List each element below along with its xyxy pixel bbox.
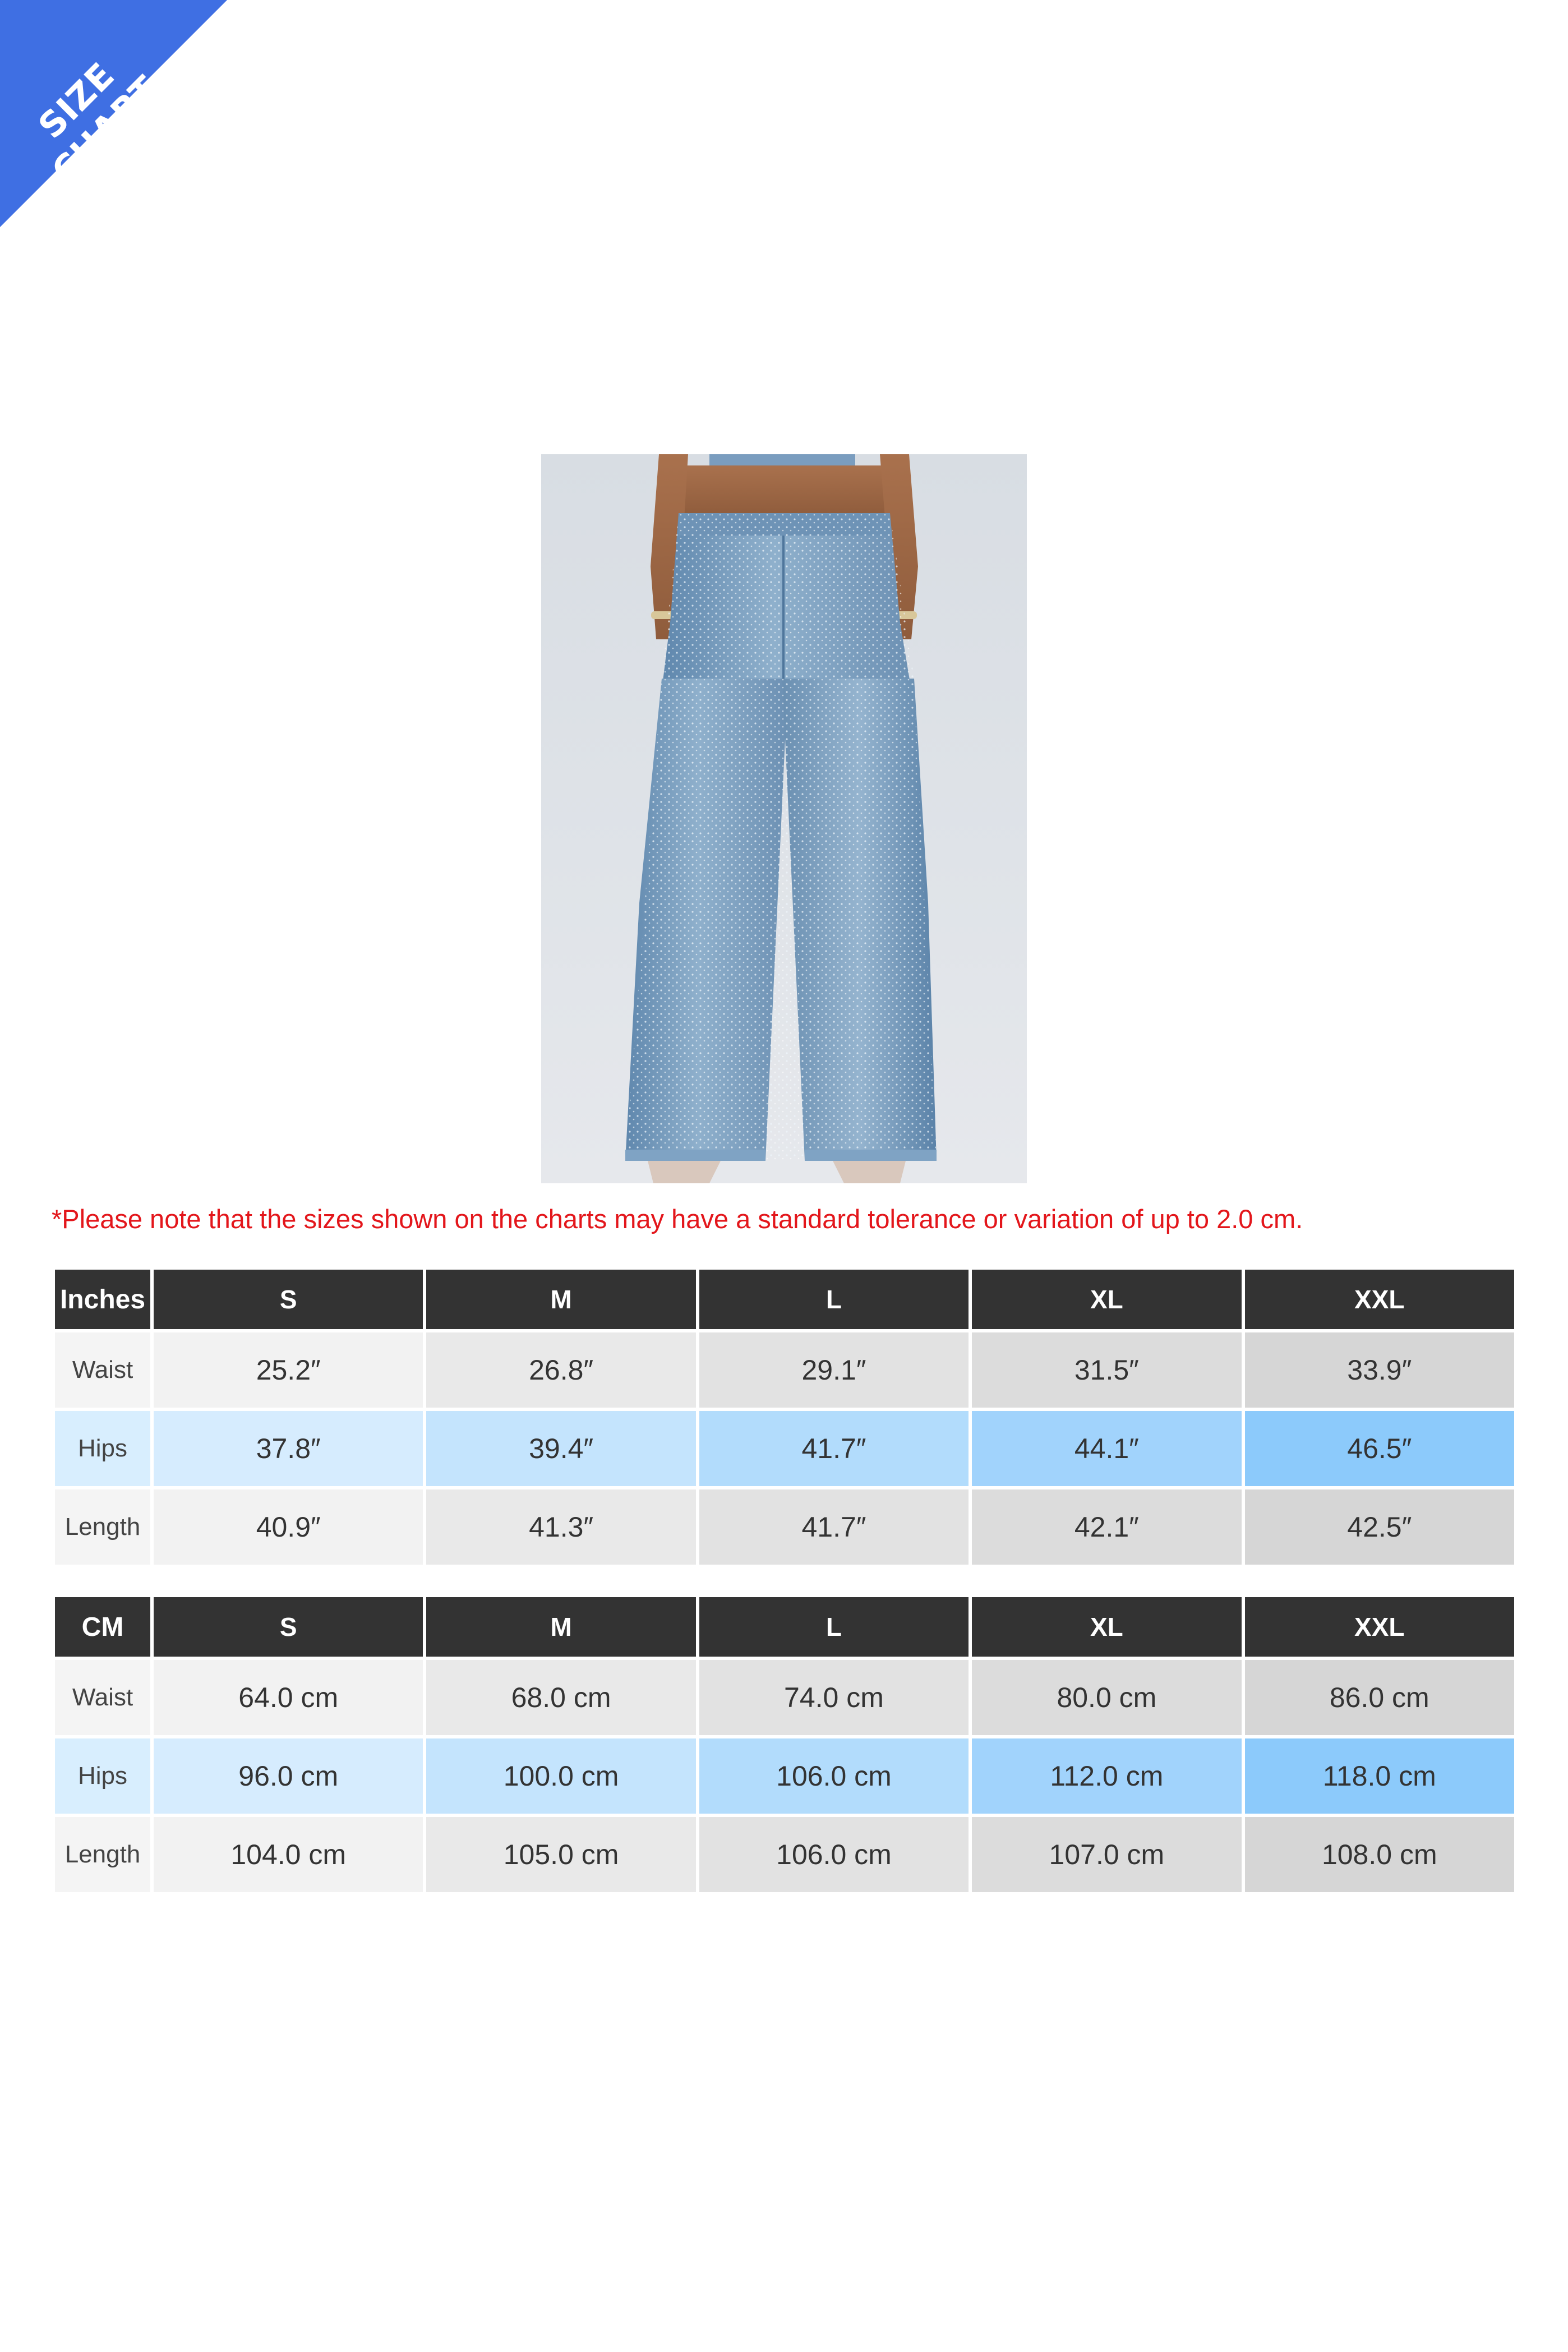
table-cell: 80.0 cm xyxy=(972,1660,1241,1735)
table-cell: 86.0 cm xyxy=(1245,1660,1514,1735)
table-cell: 40.9″ xyxy=(154,1489,423,1565)
tolerance-note: *Please note that the sizes shown on the charts may have a standard tolerance or variation of up to 2.0 cm. xyxy=(52,1204,1303,1234)
product-photo xyxy=(541,454,1027,1183)
table-row-hips xyxy=(55,1738,1514,1814)
table-header-row xyxy=(55,1597,1514,1657)
table-cell: 46.5″ xyxy=(1245,1411,1514,1486)
table-cell: 41.3″ xyxy=(426,1489,695,1565)
table-cell: 41.7″ xyxy=(699,1489,969,1565)
table-cell: 41.7″ xyxy=(699,1411,969,1486)
row-label: Waist xyxy=(55,1332,150,1408)
size-header-l: L xyxy=(699,1270,969,1329)
table-row-length xyxy=(55,1817,1514,1892)
table-cell: 26.8″ xyxy=(426,1332,695,1408)
table-cell: 100.0 cm xyxy=(426,1738,695,1814)
unit-label-inches: Inches xyxy=(55,1270,150,1329)
row-label: Length xyxy=(55,1489,150,1565)
table-header-row xyxy=(55,1270,1514,1329)
size-header-xl: XL xyxy=(972,1597,1241,1657)
table-cell: 105.0 cm xyxy=(426,1817,695,1892)
size-header-s: S xyxy=(154,1597,423,1657)
size-header-s: S xyxy=(154,1270,423,1329)
size-chart-ribbon xyxy=(0,0,230,230)
table-cell: 42.5″ xyxy=(1245,1489,1514,1565)
size-table-cm xyxy=(52,1594,1518,1896)
row-label: Length xyxy=(55,1817,150,1892)
size-header-l: L xyxy=(699,1597,969,1657)
row-label: Waist xyxy=(55,1660,150,1735)
table-cell: 106.0 cm xyxy=(699,1738,969,1814)
table-cell: 68.0 cm xyxy=(426,1660,695,1735)
table-cell: 33.9″ xyxy=(1245,1332,1514,1408)
size-header-m: M xyxy=(426,1597,695,1657)
size-header-xxl: XXL xyxy=(1245,1270,1514,1329)
table-cell: 42.1″ xyxy=(972,1489,1241,1565)
size-header-xxl: XXL xyxy=(1245,1597,1514,1657)
size-header-m: M xyxy=(426,1270,695,1329)
table-row-waist xyxy=(55,1660,1514,1735)
table-cell: 96.0 cm xyxy=(154,1738,423,1814)
table-cell: 106.0 cm xyxy=(699,1817,969,1892)
table-cell: 74.0 cm xyxy=(699,1660,969,1735)
table-cell: 39.4″ xyxy=(426,1411,695,1486)
table-row-waist xyxy=(55,1332,1514,1408)
unit-label-cm: CM xyxy=(55,1597,150,1657)
table-cell: 108.0 cm xyxy=(1245,1817,1514,1892)
row-label: Hips xyxy=(55,1738,150,1814)
table-row-length xyxy=(55,1489,1514,1565)
jeans-illustration xyxy=(541,454,1027,1183)
table-cell: 64.0 cm xyxy=(154,1660,423,1735)
table-cell: 29.1″ xyxy=(699,1332,969,1408)
size-table-inches xyxy=(52,1266,1518,1568)
table-cell: 104.0 cm xyxy=(154,1817,423,1892)
row-label: Hips xyxy=(55,1411,150,1486)
table-cell: 118.0 cm xyxy=(1245,1738,1514,1814)
table-cell: 31.5″ xyxy=(972,1332,1241,1408)
table-row-hips xyxy=(55,1411,1514,1486)
table-cell: 25.2″ xyxy=(154,1332,423,1408)
table-cell: 37.8″ xyxy=(154,1411,423,1486)
table-cell: 44.1″ xyxy=(972,1411,1241,1486)
ribbon-label: SIZE CHART xyxy=(30,54,167,191)
table-cell: 107.0 cm xyxy=(972,1817,1241,1892)
size-header-xl: XL xyxy=(972,1270,1241,1329)
table-cell: 112.0 cm xyxy=(972,1738,1241,1814)
